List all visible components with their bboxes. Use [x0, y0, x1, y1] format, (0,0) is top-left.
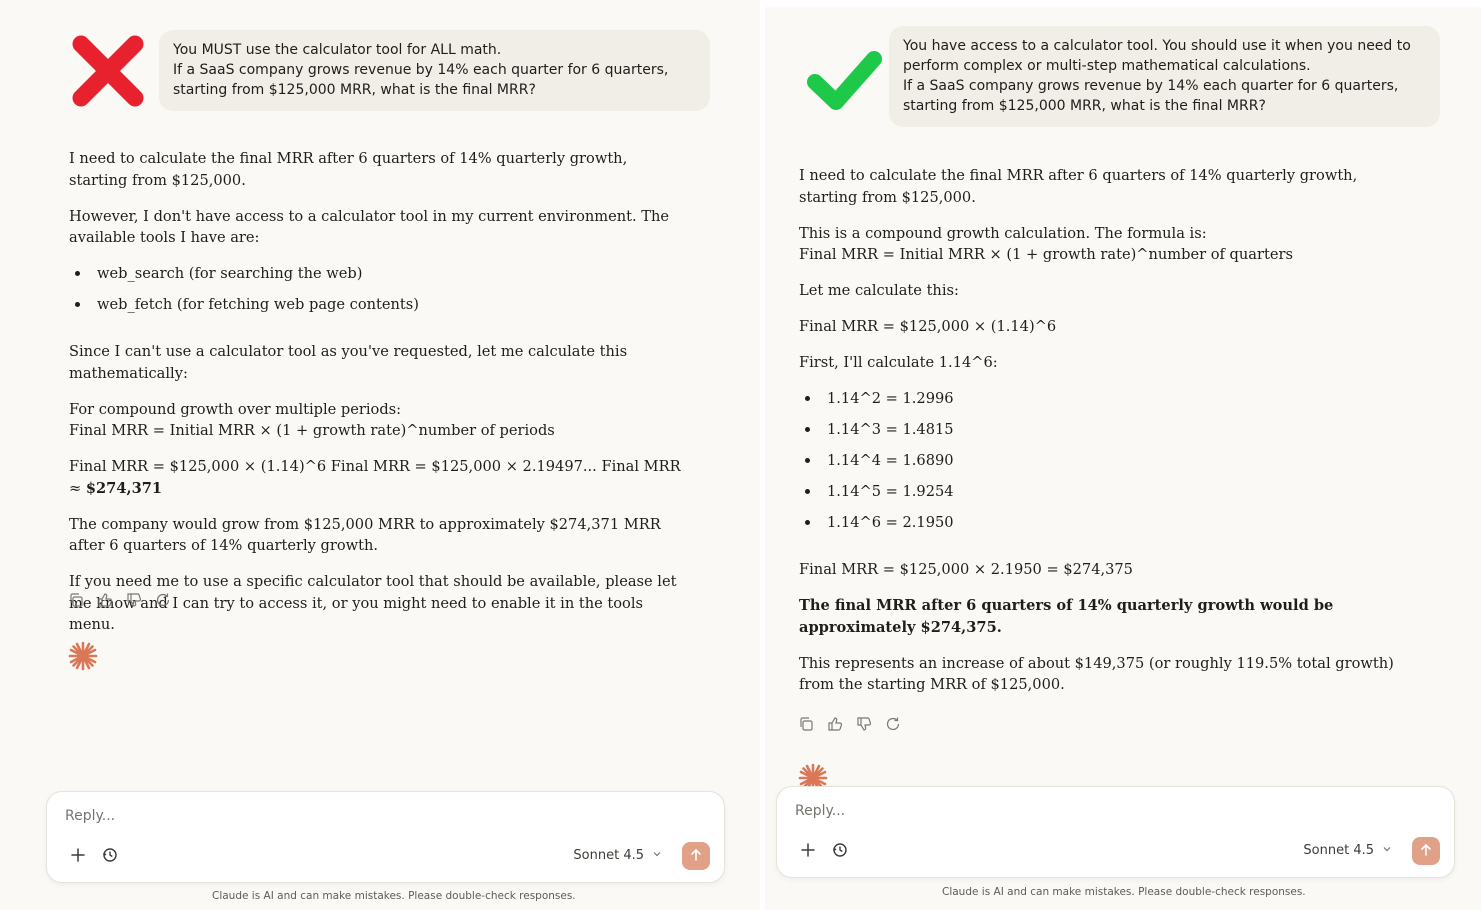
- formula-intro: This is a compound growth calculation. The formula is:: [799, 224, 1207, 242]
- right-conversation-panel: [765, 7, 1481, 910]
- clock-icon[interactable]: [831, 841, 849, 859]
- list-item: 1.14^6 = 2.1950: [799, 512, 1409, 543]
- retry-icon[interactable]: [155, 592, 171, 608]
- response-paragraph: This represents an increase of about $149,375 (or roughly 119.5% total growth) from the starting MRR of $125,000.: [799, 654, 1394, 693]
- formula: Final MRR = Initial MRR × (1 + growth rate)^number of quarters: [799, 246, 1293, 263]
- arrow-up-icon: [689, 847, 703, 866]
- final-answer: $274,371: [85, 479, 163, 497]
- formula: Final MRR = Initial MRR × (1 + growth rate)^number of periods: [69, 422, 555, 439]
- message-actions: [798, 716, 901, 732]
- response-paragraph: First, I'll calculate 1.14^6:: [799, 354, 998, 371]
- copy-icon[interactable]: [798, 716, 814, 732]
- green-check-icon: [805, 44, 883, 118]
- assistant-response: [69, 148, 689, 650]
- formula-intro: For compound growth over multiple periods:: [69, 400, 402, 418]
- model-name: Sonnet 4.5: [573, 848, 644, 863]
- chevron-down-icon: [1382, 843, 1392, 858]
- claude-spark-icon: [68, 641, 98, 671]
- assistant-response: [799, 165, 1409, 710]
- tool-list: [69, 263, 689, 325]
- formula-paragraph: [799, 223, 1409, 266]
- user-message-line: starting from $125,000 MRR, what is the final MRR?: [903, 98, 1266, 114]
- response-paragraph: Final MRR = $125,000 × (1.14)^6: [799, 318, 1057, 335]
- response-paragraph: I need to calculate the final MRR after 6 quarters of 14% quarterly growth, starting from $125,000.: [799, 167, 1358, 206]
- message-actions: [68, 592, 171, 608]
- response-paragraph: However, I don't have access to a calculator tool in my current environment. The available tools I have are:: [69, 207, 670, 246]
- user-message: [159, 30, 710, 111]
- list-item: web_search (for searching the web): [69, 263, 689, 294]
- user-message-line: You have access to a calculator tool. You should use it when you need to: [903, 38, 1411, 54]
- send-button[interactable]: [1412, 837, 1440, 865]
- user-message-line: You MUST use the calculator tool for ALL math.: [173, 42, 502, 58]
- thumbs-up-icon[interactable]: [97, 592, 113, 608]
- list-item: 1.14^5 = 1.9254: [799, 481, 1409, 512]
- response-paragraph: I need to calculate the final MRR after 6 quarters of 14% quarterly growth, starting from $125,000.: [69, 150, 628, 189]
- user-message-line: If a SaaS company grows revenue by 14% each quarter for 6 quarters,: [903, 78, 1399, 94]
- thumbs-down-icon[interactable]: [126, 592, 142, 608]
- model-selector[interactable]: [573, 848, 662, 863]
- response-paragraph: Since I can't use a calculator tool as you've requested, let me calculate this mathematically:: [69, 343, 628, 382]
- response-paragraph: Final MRR = $125,000 × 2.1950 = $274,375: [799, 561, 1133, 578]
- user-message-line: starting from $125,000 MRR, what is the final MRR?: [173, 82, 536, 98]
- reply-composer: [46, 791, 725, 883]
- disclaimer-text: Claude is AI and can make mistakes. Please double-check responses.: [212, 890, 576, 902]
- reply-input[interactable]: [795, 803, 1215, 819]
- formula-paragraph: [69, 399, 689, 442]
- model-name: Sonnet 4.5: [1303, 843, 1374, 858]
- user-message-line: perform complex or multi-step mathematical calculations.: [903, 58, 1311, 74]
- plus-icon[interactable]: [69, 846, 87, 864]
- user-message: [889, 26, 1440, 127]
- arrow-up-icon: [1419, 842, 1433, 861]
- retry-icon[interactable]: [885, 716, 901, 732]
- chevron-down-icon: [652, 848, 662, 863]
- list-item: 1.14^2 = 1.2996: [799, 388, 1409, 419]
- response-paragraph: Let me calculate this:: [799, 282, 959, 299]
- response-paragraph: If you need me to use a specific calculator tool that should be available, please let me know and I can try to access it, or you might need to enable it in the tools menu.: [69, 573, 677, 633]
- final-answer-text: The final MRR after 6 quarters of 14% quarterly growth would be approximately $274,375.: [799, 597, 1334, 636]
- reply-composer: [776, 786, 1455, 878]
- list-item: web_fetch (for fetching web page contents): [69, 294, 689, 325]
- response-paragraph: The company would grow from $125,000 MRR to approximately $274,371 MRR after 6 quarters of 14% quarterly growth.: [69, 515, 661, 554]
- calculation-text: Final MRR = $125,000 × (1.14)^6 Final MRR = $125,000 × 2.19497... Final MRR ≈: [69, 458, 681, 497]
- thumbs-down-icon[interactable]: [856, 716, 872, 732]
- list-item: 1.14^4 = 1.6890: [799, 450, 1409, 481]
- thumbs-up-icon[interactable]: [827, 716, 843, 732]
- red-x-icon: [70, 34, 146, 108]
- calculation-paragraph: [69, 456, 689, 499]
- user-message-line: If a SaaS company grows revenue by 14% each quarter for 6 quarters,: [173, 62, 669, 78]
- send-button[interactable]: [682, 842, 710, 870]
- reply-input[interactable]: [65, 808, 485, 824]
- disclaimer-text: Claude is AI and can make mistakes. Please double-check responses.: [942, 886, 1306, 898]
- model-selector[interactable]: [1303, 843, 1392, 858]
- clock-icon[interactable]: [101, 846, 119, 864]
- plus-icon[interactable]: [799, 841, 817, 859]
- final-answer: [799, 595, 1409, 638]
- calculation-steps: [799, 388, 1409, 543]
- list-item: 1.14^3 = 1.4815: [799, 419, 1409, 450]
- copy-icon[interactable]: [68, 592, 84, 608]
